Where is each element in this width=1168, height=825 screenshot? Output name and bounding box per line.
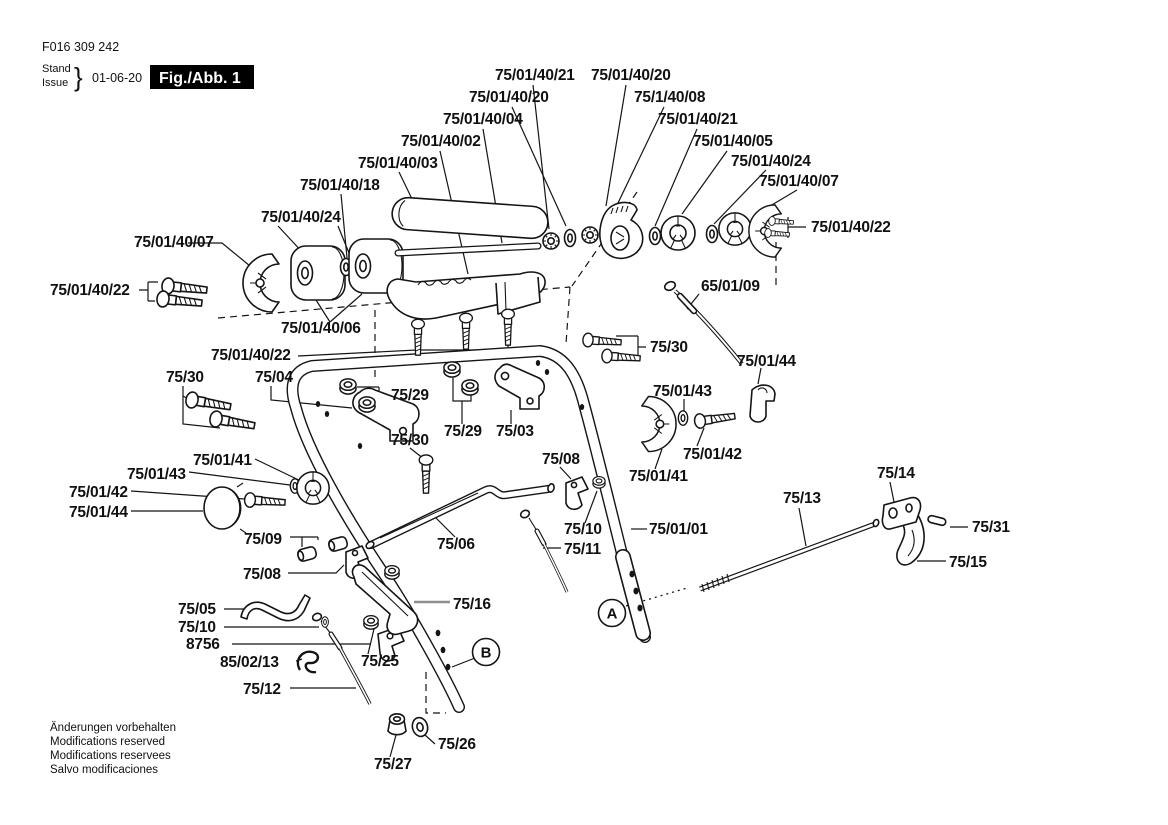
screw-75-01-42 xyxy=(244,492,285,509)
part-label: 75/01/40/20 xyxy=(469,89,549,106)
part-label: 75/05 xyxy=(178,601,216,618)
part-label: 75/01/40/22 xyxy=(811,219,891,236)
footer-line: Modifications reservees xyxy=(50,750,171,762)
marker-a-letter: A xyxy=(606,605,618,623)
part-label: 75/04 xyxy=(255,369,293,386)
star-washer xyxy=(543,233,559,249)
part-label: 75/01/41 xyxy=(629,468,688,485)
screw-75-01-42 xyxy=(694,409,736,429)
part-label: 85/02/13 xyxy=(220,654,279,671)
part-label: 75/10 xyxy=(178,619,216,636)
part-label: 75/01/43 xyxy=(653,383,712,400)
washer xyxy=(707,226,718,243)
control-rod-75-13 xyxy=(700,519,880,592)
flange-nut-75-29 xyxy=(359,397,375,412)
screw xyxy=(764,228,789,239)
roller-wheel xyxy=(719,213,751,245)
figure-label: Fig./Abb. 1 xyxy=(159,70,241,87)
part-label: 75/01/42 xyxy=(683,446,742,463)
part-label: 75/13 xyxy=(783,490,821,507)
screw-75-30 xyxy=(601,349,640,365)
part-label: 75/08 xyxy=(542,451,580,468)
part-label: 75/01/01 xyxy=(649,521,708,538)
nut-75-25 xyxy=(364,616,378,630)
brace-glyph: } xyxy=(74,62,83,92)
part-label: 75/01/40/03 xyxy=(358,155,438,172)
cup-75-01-41 xyxy=(642,396,676,451)
cap-nut-75-27 xyxy=(388,714,406,735)
screw-75-30 xyxy=(209,410,256,434)
part-label: 75/11 xyxy=(564,541,601,558)
section-marker-b xyxy=(473,639,500,666)
part-label: 75/03 xyxy=(496,423,534,440)
part-label: 75/1/40/08 xyxy=(634,89,706,106)
part-label: 75/01/40/24 xyxy=(731,153,811,170)
part-label: 75/01/40/05 xyxy=(693,133,773,150)
clip-75-08-right xyxy=(566,477,605,510)
part-label: 75/01/44 xyxy=(737,353,796,370)
footer-line: Modifications reserved xyxy=(50,736,166,748)
washer-75-26 xyxy=(410,716,429,738)
star-washer xyxy=(582,227,598,243)
document-number: F016 309 242 xyxy=(42,40,120,54)
clip-85-02-13 xyxy=(298,652,318,672)
marker-b-letter: B xyxy=(480,644,492,662)
part-label: 75/01/41 xyxy=(193,452,252,469)
screw xyxy=(460,313,473,349)
roller-barrel xyxy=(291,246,345,300)
ring-75-10 xyxy=(322,617,329,628)
part-label: 75/01/40/07 xyxy=(134,234,214,251)
part-label: 75/26 xyxy=(438,736,476,753)
issue-date: 01-06-20 xyxy=(92,71,143,85)
part-label: 75/27 xyxy=(374,756,412,773)
part-label: 75/01/42 xyxy=(69,484,128,501)
upper-roller-assembly xyxy=(156,197,794,356)
part-label: 75/01/44 xyxy=(69,504,128,521)
trigger-75-14-75-15 xyxy=(882,498,924,565)
part-label: 75/09 xyxy=(244,531,282,548)
pin-75-31 xyxy=(927,515,946,526)
washer xyxy=(565,230,576,247)
lever-75-05 xyxy=(241,595,310,621)
footer-line: Änderungen vorbehalten xyxy=(50,722,176,734)
washer xyxy=(650,228,661,245)
nut-75-25 xyxy=(385,566,399,580)
part-label: 75/25 xyxy=(361,653,399,670)
roller-top-shell xyxy=(391,197,549,240)
roller-shaft xyxy=(398,246,538,253)
part-label: 75/01/40/02 xyxy=(401,133,481,150)
part-label: 75/01/40/21 xyxy=(658,111,738,128)
part-label: 75/01/43 xyxy=(127,466,186,483)
part-label: 75/06 xyxy=(437,536,475,553)
part-label: 75/01/40/06 xyxy=(281,320,361,337)
cable-75-11 xyxy=(519,509,567,592)
part-label: 75/01/40/04 xyxy=(443,111,523,128)
left-handle-knob-group xyxy=(204,472,329,533)
section-marker-a xyxy=(599,600,626,627)
clip-75-01-44 xyxy=(750,385,775,422)
flange-nut-75-29 xyxy=(444,362,460,377)
roller-wheel xyxy=(661,216,695,250)
stand-label: Stand xyxy=(42,63,71,75)
part-label: 75/15 xyxy=(949,554,987,571)
part-label: 75/12 xyxy=(243,681,281,698)
screw-75-30 xyxy=(582,333,621,349)
part-label: 75/01/40/07 xyxy=(759,173,839,190)
part-label: 75/14 xyxy=(877,465,915,482)
part-label: 75/16 xyxy=(453,596,491,613)
flange-nut-75-29 xyxy=(340,379,356,394)
part-labels xyxy=(50,67,1010,773)
screw xyxy=(502,309,515,345)
part-label: 75/30 xyxy=(166,369,204,386)
part-label: 75/10 xyxy=(564,521,602,538)
footer-line: Salvo modificaciones xyxy=(50,764,159,776)
washer-75-01-43 xyxy=(678,411,687,425)
part-label: 75/01/40/22 xyxy=(211,347,291,364)
footer-disclaimer xyxy=(50,722,176,776)
ratchet-cam xyxy=(600,203,643,259)
part-label: 75/01/40/20 xyxy=(591,67,671,84)
part-label: 75/01/40/21 xyxy=(495,67,575,84)
end-cap xyxy=(243,254,279,312)
part-label: 8756 xyxy=(186,636,220,653)
header xyxy=(42,40,254,92)
part-label: 75/31 xyxy=(972,519,1010,536)
part-label: 75/30 xyxy=(391,432,429,449)
part-label: 75/01/40/22 xyxy=(50,282,130,299)
part-label: 75/30 xyxy=(650,339,688,356)
strap-75-16 xyxy=(352,565,417,634)
screw-75-30 xyxy=(419,455,433,493)
part-label: 75/29 xyxy=(391,387,429,404)
part-label: 65/01/09 xyxy=(701,278,760,295)
nut-75-10 xyxy=(593,477,605,489)
pulley-75-01-41 xyxy=(297,472,329,504)
roller-bottom-shell xyxy=(387,272,545,319)
clamp-75-03 xyxy=(495,364,544,409)
part-label: 75/01/40/18 xyxy=(300,177,380,194)
screw xyxy=(156,290,202,311)
issue-label: Issue xyxy=(42,77,69,89)
part-label: 75/01/40/24 xyxy=(261,209,341,226)
part-label: 75/08 xyxy=(243,566,281,583)
screw xyxy=(768,216,793,227)
part-label: 75/29 xyxy=(444,423,482,440)
flange-nut-75-29 xyxy=(462,380,478,395)
screw-75-30 xyxy=(185,391,232,415)
